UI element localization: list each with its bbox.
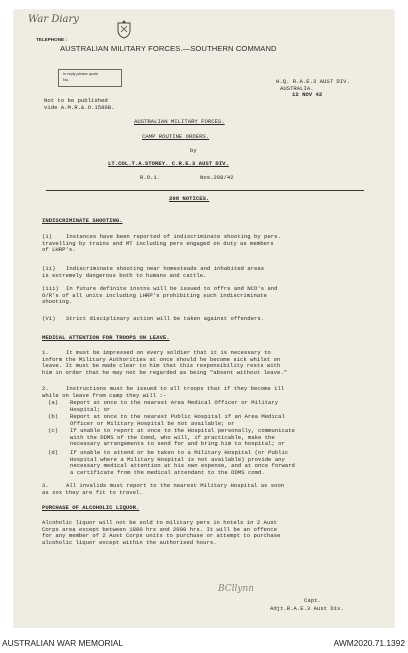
paragraph-shooting-iii: In future definite instns will be issued to offrs and NCO's and O/R's of all units including LHRP's prohibiting such indiscriminate shooting. (42, 285, 278, 306)
telephone-label: TELEPHONE : (36, 37, 67, 42)
coat-of-arms-icon (114, 20, 134, 40)
footer-bar (0, 628, 408, 653)
paragraph-shooting-ii: Indiscriminate shooting near homesteads and inhabited areas is extremely dangerous both to humans and cattle. (42, 265, 265, 279)
reply-box-number-label: No. (63, 78, 69, 82)
order-ref-left: R.O.1. (140, 174, 161, 181)
paragraph-medical-a: Report at once to the nearest Area Medical Officer or Military Hospital; or (70, 399, 279, 413)
signatory-rank: Capt. (304, 597, 321, 604)
item-label: (b) (48, 413, 59, 420)
item-label: 3. (42, 482, 49, 489)
section-heading-shooting: INDISCRIMINATE SHOOTING. (42, 217, 123, 224)
signature: BCllynn (218, 584, 255, 594)
signatory-appointment: Adjt.R.A.E.3 Aust Div. (270, 605, 344, 612)
item-label: (Vi) (42, 315, 56, 322)
paragraph-medical-1: It must be impressed on every soldier that it is necessary to inform the Military Authorities at once should he become sick whilst on leave. It must be made clear to him that this responsibility rests with him in order that he may not be regarded as being "absent without leave." (42, 349, 288, 376)
item-label: (a) (48, 399, 59, 406)
item-label: (iii) (42, 285, 59, 292)
order-author: LT.COL.T.A.STOREY. C.R.E.3 AUST DIV. (108, 160, 229, 167)
item-label: 2. (42, 385, 49, 392)
item-label: (d) (48, 449, 59, 456)
paragraph-liquor: Alcoholic liquor will not be sold to military pers in hotels in 2 Aust Corps area except between 1800 hrs and 2000 hrs. It will be an offence for any member of 2 Aust Corps units to purchase or attempt to purchase alcoholic liquor except within the authorised hours. (42, 519, 281, 546)
hq-country: AUSTRALIA. (280, 85, 314, 92)
orders-heading: AUSTRALIAN MILITARY FORCES. (134, 118, 225, 125)
item-label: 1. (42, 349, 49, 356)
paragraph-shooting-iv: Strict disciplinary action will be taken against offenders. (66, 315, 265, 322)
publication-reference: vide A.M.R.&.O.1586B. (44, 104, 115, 111)
order-ref-right: Nos.208/42 (200, 174, 234, 181)
divider-top (46, 190, 364, 191)
not-published-note: Not to be published (44, 97, 108, 104)
section-heading-medical: MEDICAL ATTENTION FOR TROOPS ON LEAVE. (42, 334, 170, 341)
hq-address: H.Q. R.A.E.3 AUST DIV. (276, 78, 350, 85)
item-label: (i) (42, 233, 53, 240)
footer-source: AUSTRALIAN WAR MEMORIAL (2, 638, 124, 648)
orders-title: CAMP ROUTINE ORDERS. (142, 133, 210, 140)
by-line: by (190, 147, 197, 154)
item-label: (ii) (42, 265, 56, 272)
document-date: 12 NOV 42 (292, 91, 323, 98)
item-label: (c) (48, 427, 59, 434)
letterhead: AUSTRALIAN MILITARY FORCES.—SOUTHERN COMMAND (60, 44, 277, 53)
paragraph-medical-d: If unable to attend or be taken to a Military Hospital (or Public Hospital where a Military Hospital is not available) provide any necessary medical attention at his own expense, and at once forward a certificate from the medical attendant to the DDMS comd. (70, 449, 295, 476)
document-page (14, 10, 394, 628)
reply-box-label: In reply please quote (63, 72, 99, 76)
paragraph-shooting-i: Instances have been reported of indiscriminate shooting by pers. travelling by trains and MT including pers engaged on duty as members of LHRP's. (42, 233, 281, 254)
section-heading-liquor: PURCHASE OF ALCOHOLIC LIQUOR. (42, 504, 140, 511)
handwritten-note: War Diary (28, 14, 79, 25)
notices-count: 208 NOTICES. (169, 195, 210, 202)
paragraph-medical-2: Instructions must be issued to all troops that if they become ill while on leave from camp they will :- (42, 385, 285, 399)
paragraph-medical-b: Report at once to the nearest Public Hospital if an Area Medical Officer or Military Hospital be not available; or (70, 413, 285, 427)
paragraph-medical-c: If unable to report at once to the Hospital personally, communicate with the DDMS of the Comd, who will, if practicable, make the necessary arrangements to send for and bring him to hospital; or (70, 427, 295, 448)
paragraph-medical-3: All invalids must report to the nearest Military Hospital as soon as xxx they are fit to travel. (42, 482, 285, 496)
reply-reference-box (58, 69, 122, 87)
footer-accession-number: AWM2020.71.1392 (333, 638, 405, 648)
